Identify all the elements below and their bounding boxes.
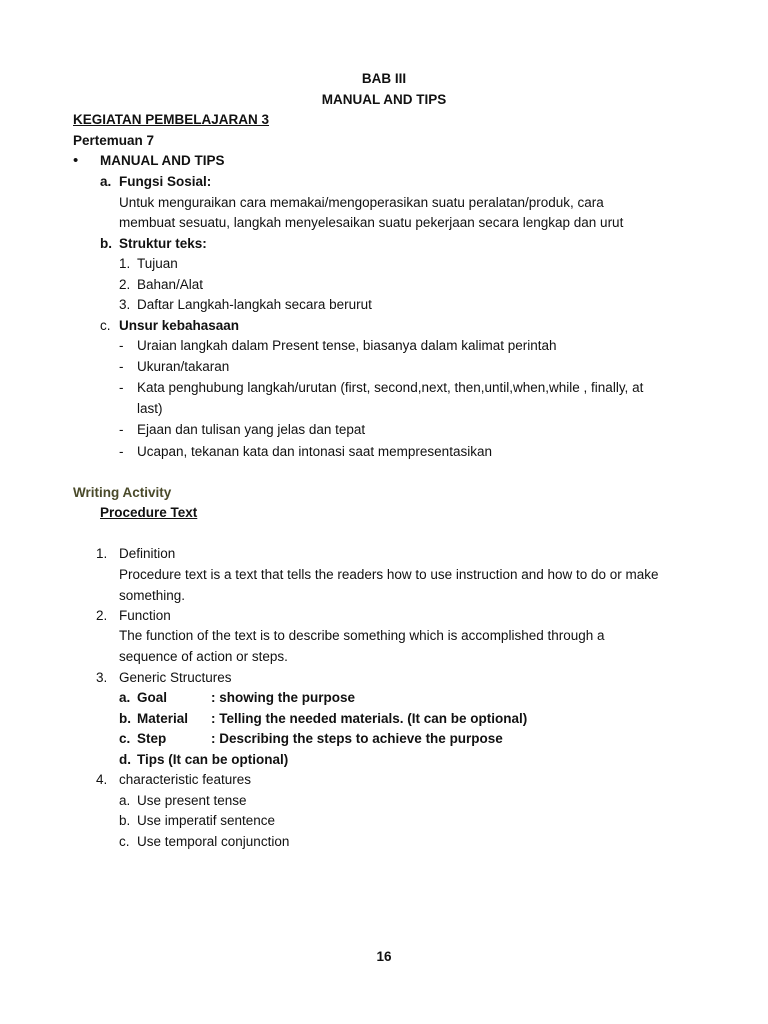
function-text-line: The function of the text is to describe something which is accomplished through a: [119, 628, 605, 643]
chapter-label: BAB III: [361, 71, 407, 86]
structure-desc: : Telling the needed materials. (It can be optional): [211, 711, 528, 726]
structure-marker: b.: [119, 711, 131, 726]
generic-structures-title: Generic Structures: [119, 670, 232, 685]
structure-marker: c.: [119, 731, 131, 746]
unsur-item: Uraian langkah dalam Present tense, biasanya dalam kalimat perintah: [137, 338, 557, 353]
writing-item-marker: 2.: [96, 608, 108, 623]
fungsi-label: Fungsi Sosial:: [119, 174, 212, 189]
dash-marker: -: [119, 359, 124, 374]
dash-marker: -: [119, 422, 124, 437]
writing-item-marker: 1.: [96, 546, 108, 561]
chapter-title: MANUAL AND TIPS: [321, 92, 447, 107]
structure-desc: : showing the purpose: [211, 690, 355, 705]
unsur-marker: c.: [100, 318, 111, 333]
structure-term: Tips (It can be optional): [137, 752, 289, 767]
page-number: 16: [376, 949, 392, 964]
unsur-item: Kata penghubung langkah/urutan (first, second,next, then,until,when,while , finally, at: [137, 380, 644, 395]
struktur-item: Bahan/Alat: [137, 277, 204, 292]
function-title: Function: [119, 608, 171, 623]
writing-item-marker: 4.: [96, 772, 108, 787]
unsur-item: Ukuran/takaran: [137, 359, 230, 374]
writing-item-marker: 3.: [96, 670, 108, 685]
unsur-item-continuation: last): [137, 401, 163, 416]
structure-term: Goal: [137, 690, 168, 705]
struktur-item-marker: 1.: [119, 256, 131, 271]
procedure-text-heading: Procedure Text: [100, 505, 198, 520]
features-title: characteristic features: [119, 772, 252, 787]
definition-text-line: something.: [119, 588, 186, 603]
unsur-item: Ejaan dan tulisan yang jelas dan tepat: [137, 422, 366, 437]
unsur-item: Ucapan, tekanan kata dan intonasi saat mempresentasikan: [137, 444, 492, 459]
fungsi-marker: a.: [100, 174, 112, 189]
structure-term: Material: [137, 711, 189, 726]
definition-text-line: Procedure text is a text that tells the readers how to use instruction and how to do or make: [119, 567, 659, 582]
struktur-item-marker: 3.: [119, 297, 131, 312]
bullet-title: MANUAL AND TIPS: [100, 153, 225, 168]
feature-item: Use imperatif sentence: [137, 813, 276, 828]
unsur-label: Unsur kebahasaan: [119, 318, 240, 333]
struktur-item-marker: 2.: [119, 277, 131, 292]
struktur-label: Struktur teks:: [119, 236, 207, 251]
feature-marker: c.: [119, 834, 130, 849]
structure-marker: d.: [119, 752, 131, 767]
writing-activity-heading: Writing Activity: [73, 485, 172, 500]
kegiatan-heading: KEGIATAN PEMBELAJARAN 3: [73, 112, 270, 127]
dash-marker: -: [119, 338, 124, 353]
bullet-icon: •: [73, 152, 79, 169]
struktur-item: Tujuan: [137, 256, 178, 271]
structure-desc: : Describing the steps to achieve the purpose: [211, 731, 503, 746]
feature-marker: b.: [119, 813, 131, 828]
fungsi-text-line: membuat sesuatu, langkah menyelesaikan suatu pekerjaan secara lengkap dan urut: [119, 215, 624, 230]
feature-item: Use temporal conjunction: [137, 834, 290, 849]
dash-marker: -: [119, 444, 124, 459]
structure-marker: a.: [119, 690, 131, 705]
structure-term: Step: [137, 731, 167, 746]
feature-item: Use present tense: [137, 793, 247, 808]
function-text-line: sequence of action or steps.: [119, 649, 288, 664]
fungsi-text-line: Untuk menguraikan cara memakai/mengoperasikan suatu peralatan/produk, cara: [119, 195, 604, 210]
definition-title: Definition: [119, 546, 176, 561]
dash-marker: -: [119, 380, 124, 395]
struktur-item: Daftar Langkah-langkah secara berurut: [137, 297, 372, 312]
feature-marker: a.: [119, 793, 131, 808]
struktur-marker: b.: [100, 236, 112, 251]
pertemuan-heading: Pertemuan 7: [73, 133, 155, 148]
